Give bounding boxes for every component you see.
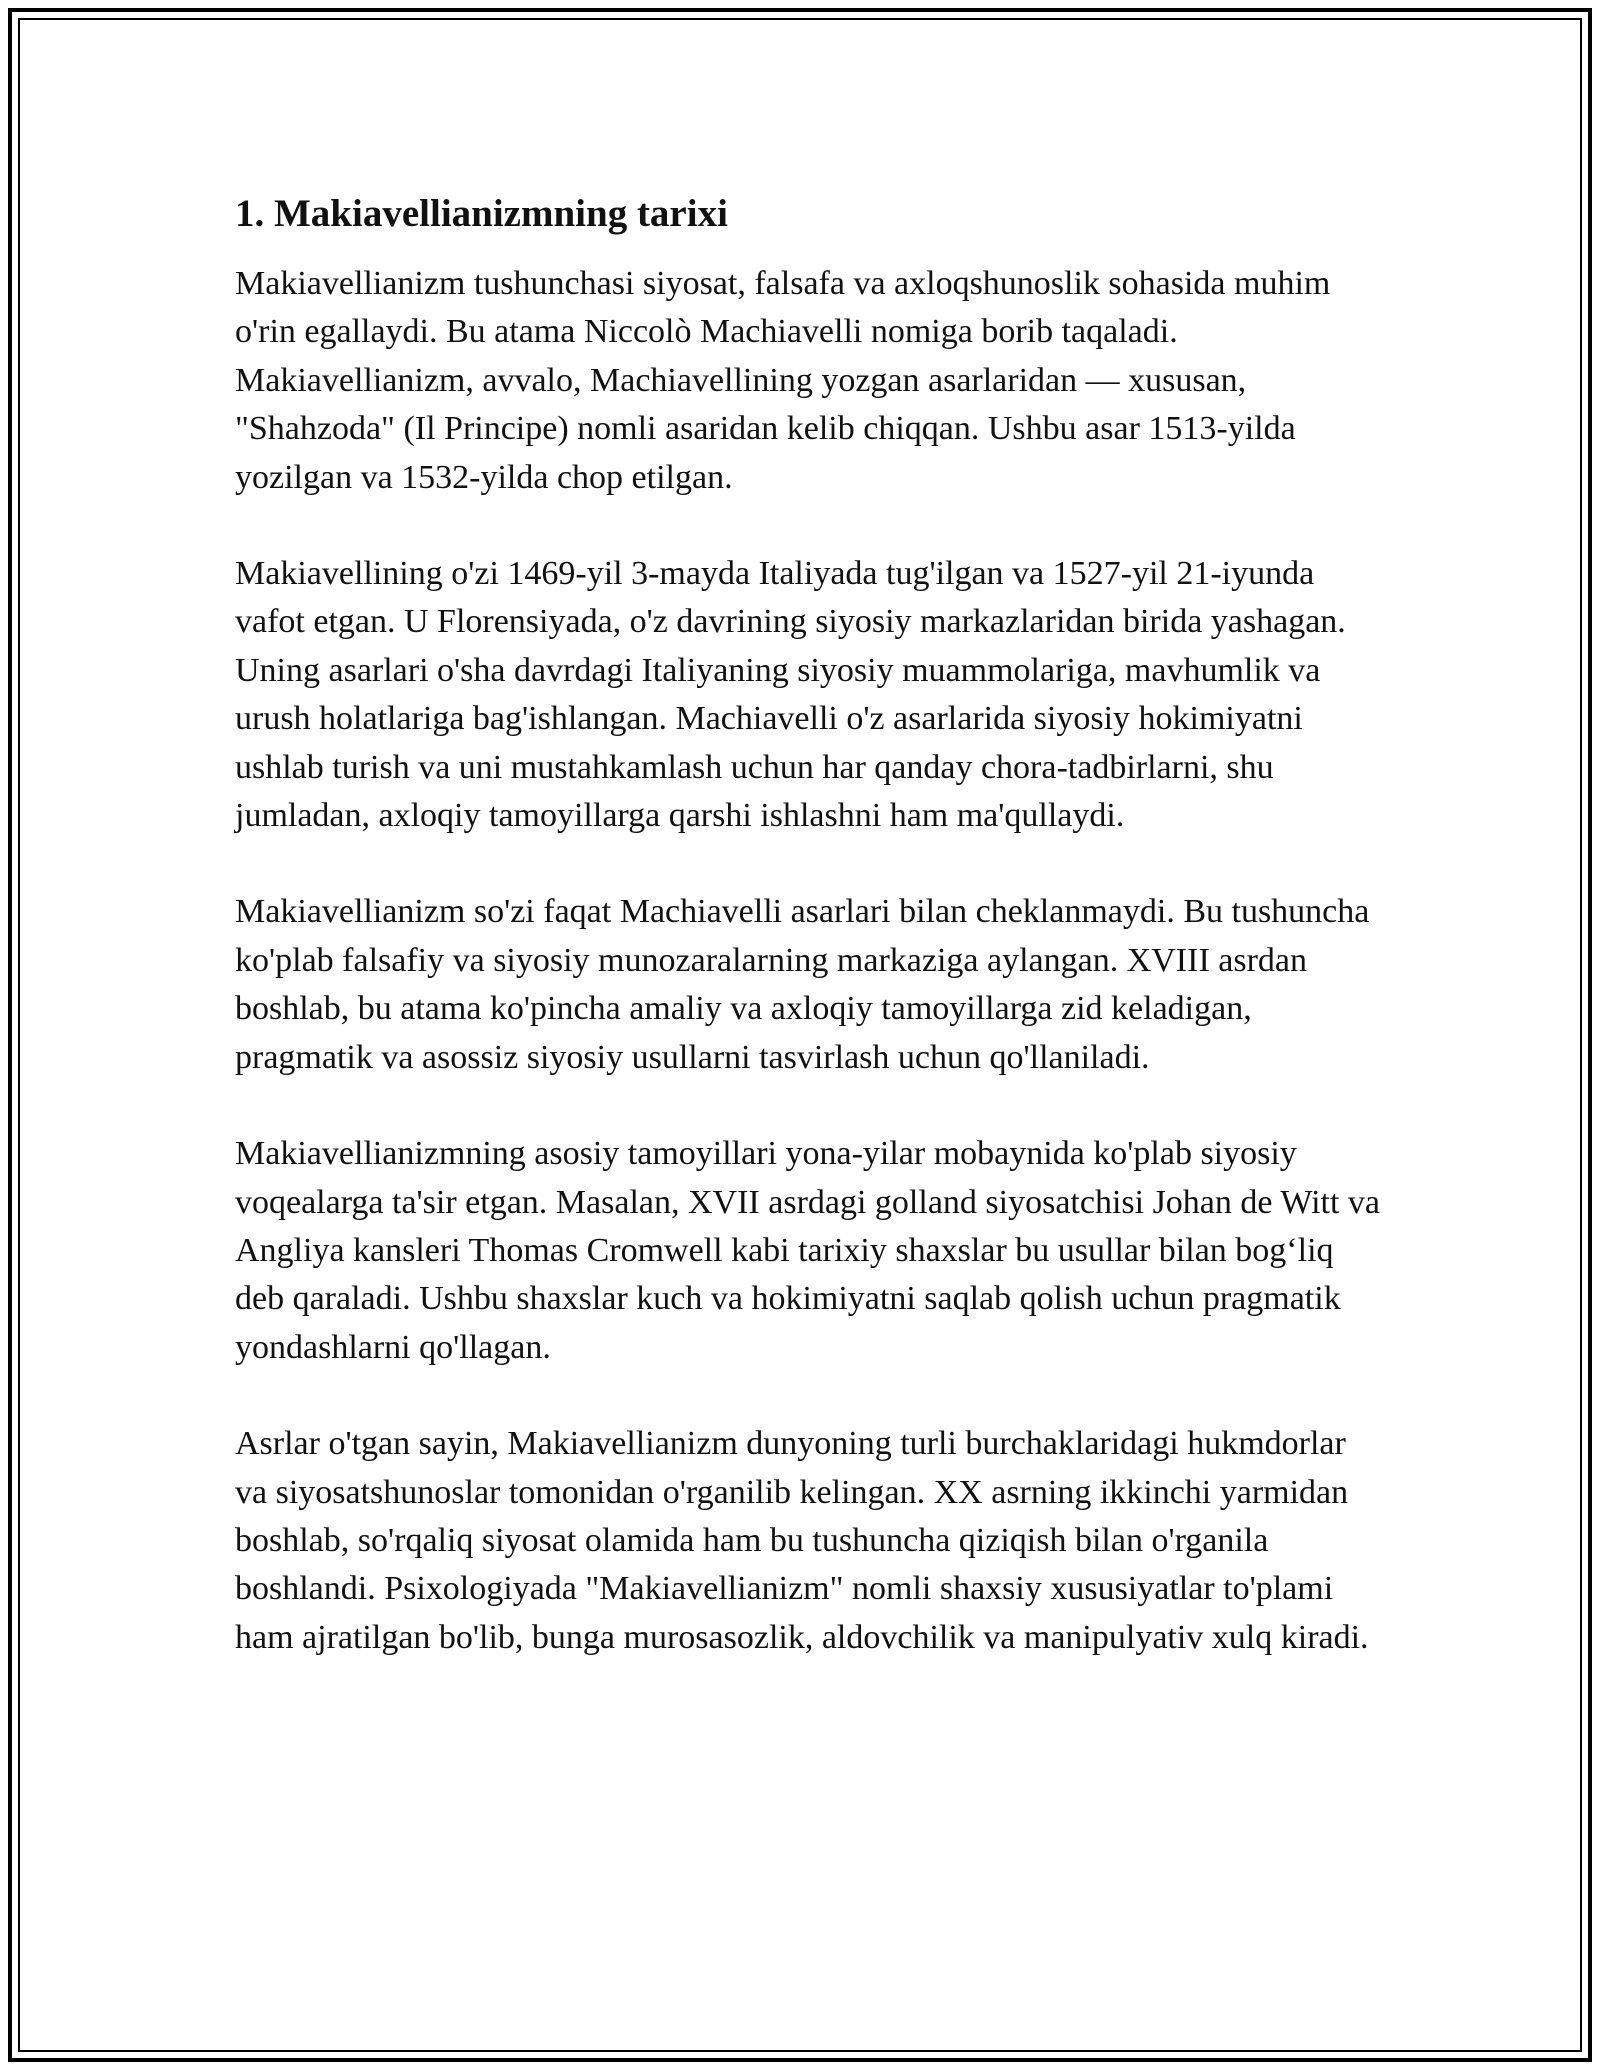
- paragraph-2: Makiavellining o'zi 1469-yil 3-mayda Italiyada tug'ilgan va 1527-yil 21-iyunda vafot etgan. U Florensiyada, o'z davrining siyosiy markazlaridan birida yashagan. Uning asarlari o'sha davrdagi Italiyaning siyosiy muammolariga, mavhumlik va urush holatlariga bag'ishlangan. Machiavelli o'z asarlarida siyosiy hokimiyatni ushlab turish va uni mustahkamlash uchun har qanday chora-tadbirlarni, shu jumladan, axloqiy tamoyillarga qarshi ishlashni ham ma'qullaydi.: [235, 555, 1346, 835]
- paragraph-4: Makiavellianizmning asosiy tamoyillari yona-yilar mobaynida ko'plab siyosiy voqealarga ta'sir etgan. Masalan, XVII asrdagi golland siyosatchisi Johan de Witt va Angliya kansleri Thomas Cromwell kabi tarixiy shaxslar bu usullar bilan bog‘liq deb qaraladi. Ushbu shaxslar kuch va hokimiyatni saqlab qolish uchun pragmatik yondashlarni qo'llagan.: [235, 1135, 1381, 1366]
- paragraph-1: Makiavellianizm tushunchasi siyosat, falsafa va axloqshunoslik sohasida muhim o'rin egallaydi. Bu atama Niccolò Machiavelli nomiga borib taqaladi. Makiavellianizm, avvalo, Machiavellining yozgan asarlaridan — xususan, "Shahzoda" (Il Principe) nomli asaridan kelib chiqqan. Ushbu asar 1513-yilda yozilgan va 1532-yilda chop etilgan.: [235, 265, 1331, 496]
- paragraph-3: Makiavellianizm so'zi faqat Machiavelli asarlari bilan cheklanmaydi. Bu tushuncha ko'plab falsafiy va siyosiy munozaralarning markaziga aylangan. XVIII asrdan boshlab, bu atama ko'pincha amaliy va axloqiy tamoyillarga zid keladigan, pragmatik va asossiz siyosiy usullarni tasvirlash uchun qo'llaniladi.: [235, 893, 1370, 1076]
- document-body: [235, 188, 1385, 1710]
- paragraph-5: Asrlar o'tgan sayin, Makiavellianizm dunyoning turli burchaklaridagi hukmdorlar va siyosatshunoslar tomonidan o'rganilib kelingan. XX asrning ikkinchi yarmidan boshlab, so'rqaliq siyosat olamida ham bu tushuncha qiziqish bilan o'rganila boshlandi. Psixologiyada "Makiavellianizm" nomli shaxsiy xususiyatlar to'plami ham ajratilgan bo'lib, bunga murosasozlik, aldovchilik va manipulyativ xulq kiradi.: [235, 1425, 1369, 1656]
- section-title: 1. Makiavellianizmning tarixi: [235, 192, 728, 235]
